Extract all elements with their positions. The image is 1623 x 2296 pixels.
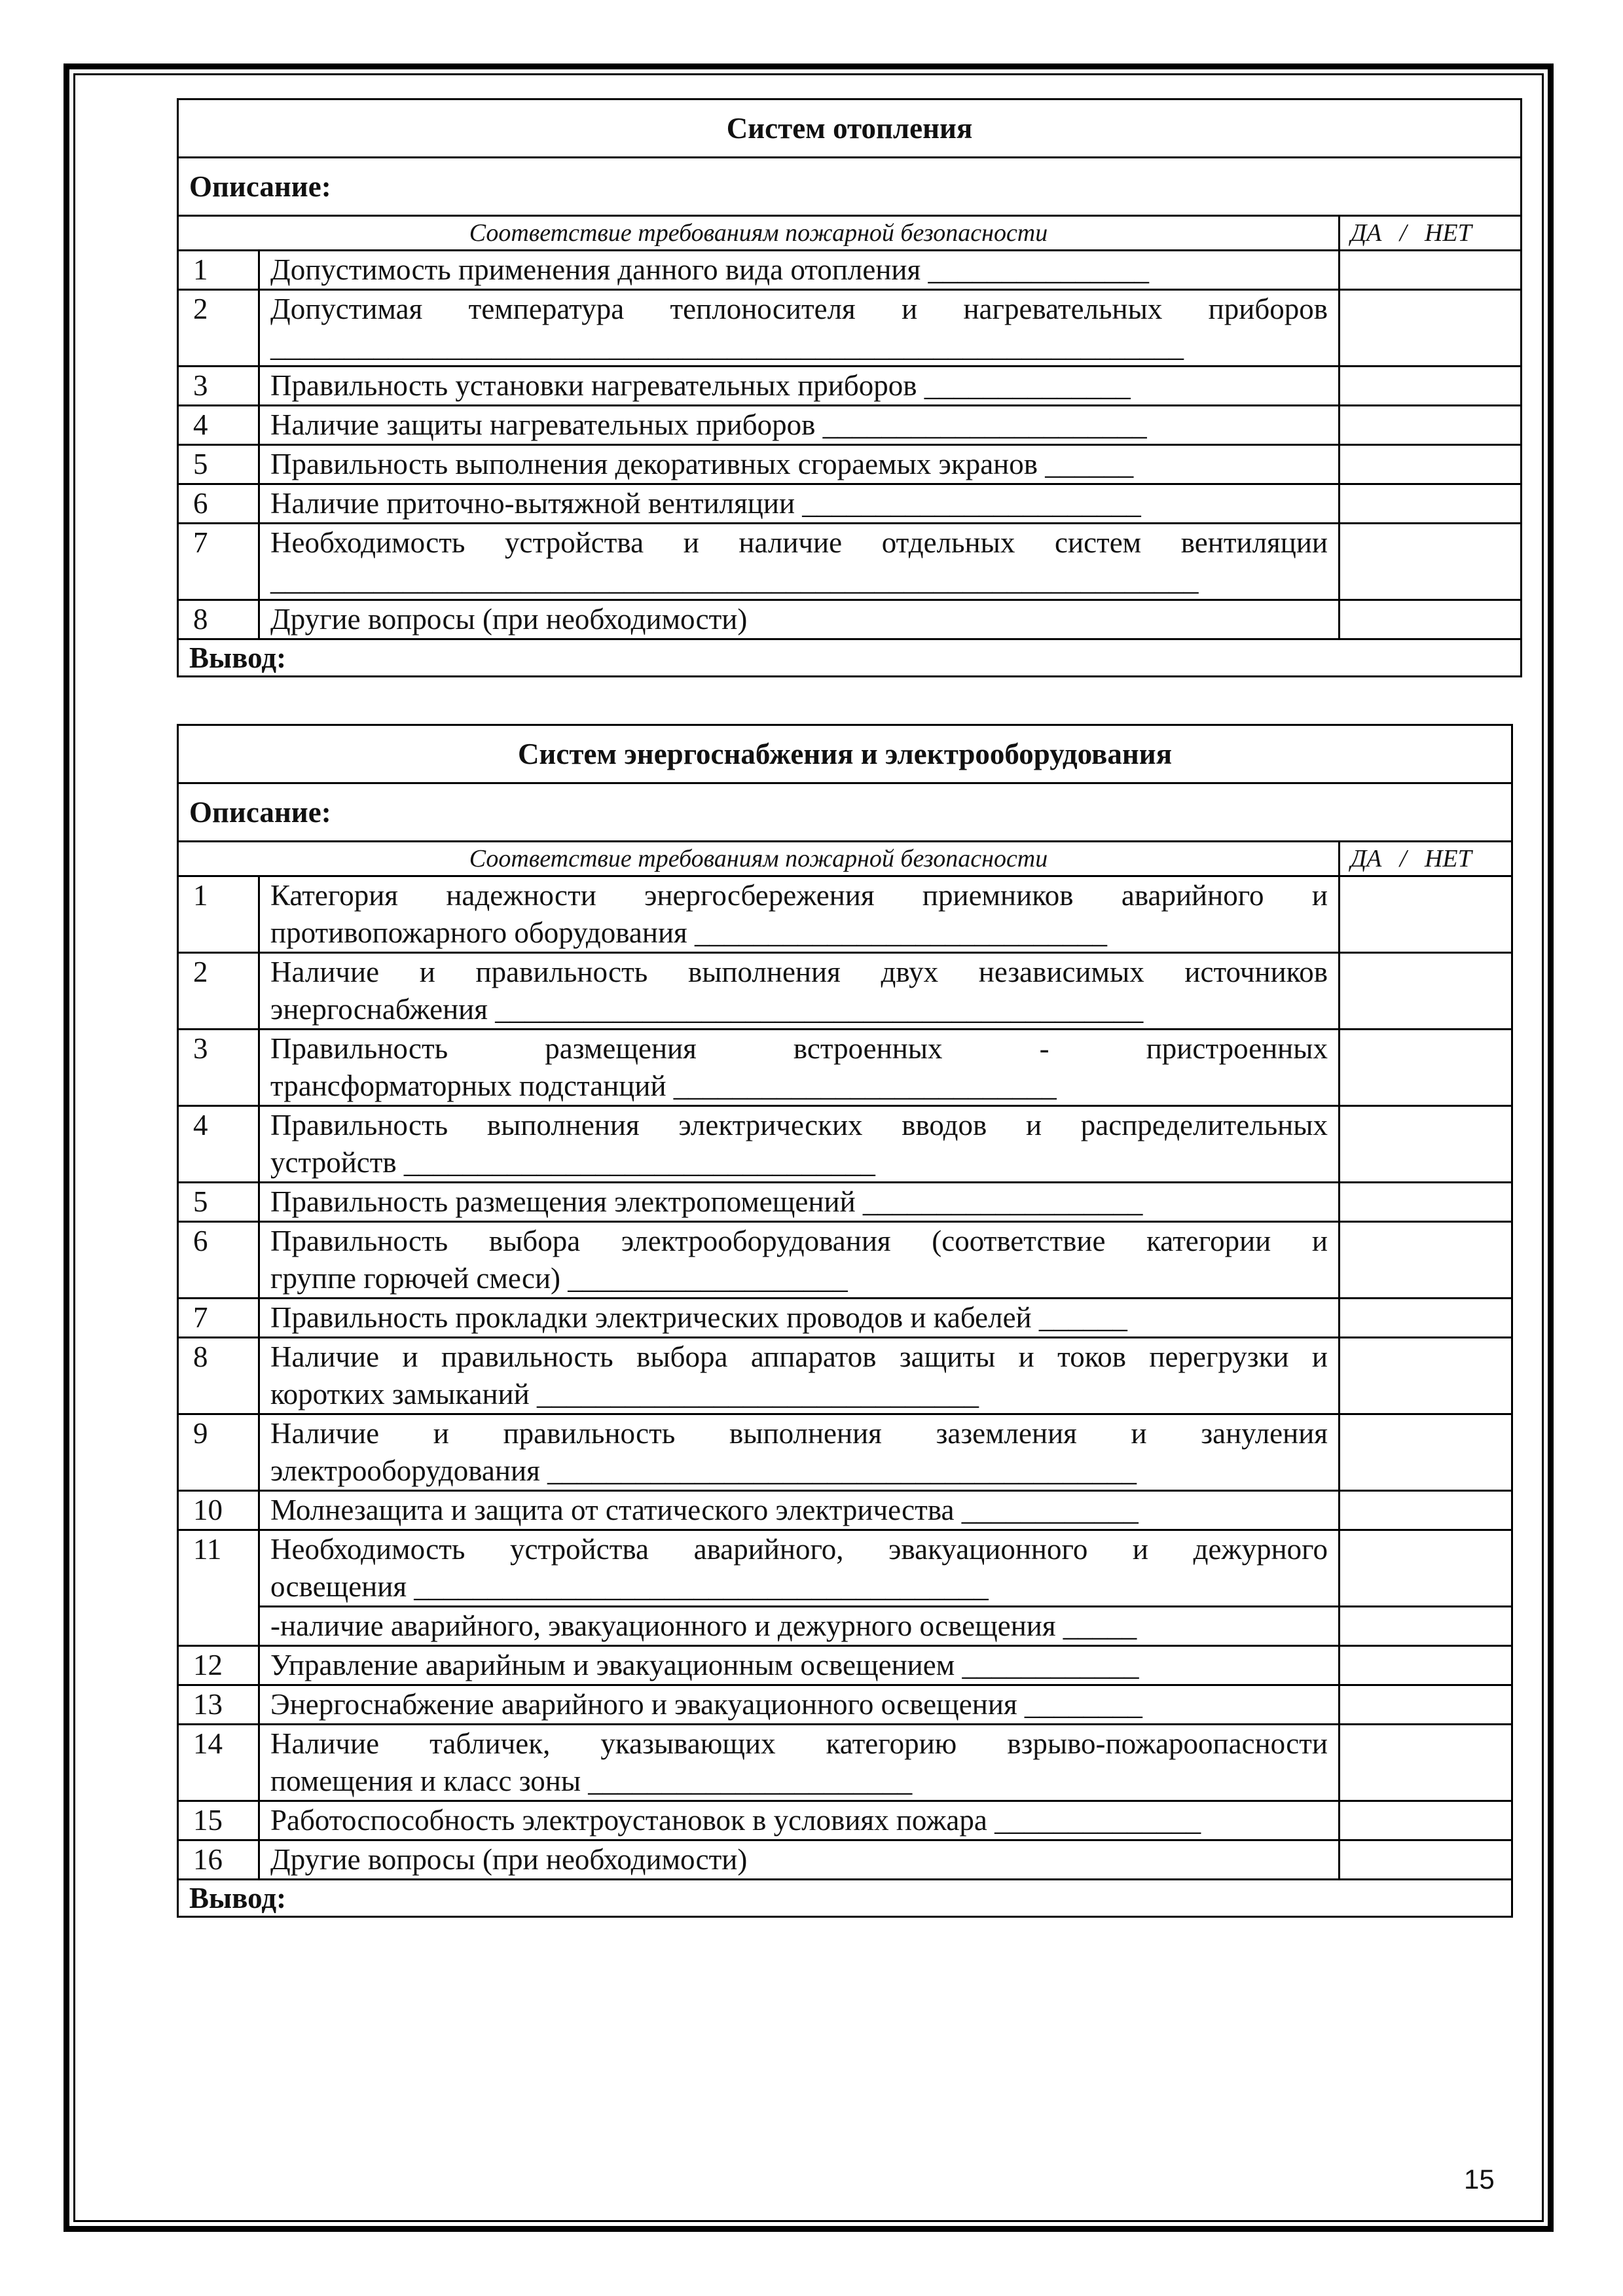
heating-item-row [178, 406, 1522, 445]
power-answer-header: ДА / НЕТ [1340, 842, 1512, 876]
item-text: Наличие и правильность выбора аппаратов защиты и токов перегрузки и [270, 1340, 1328, 1373]
item-number: 3 [178, 367, 259, 406]
power-item-row [178, 1646, 1512, 1685]
power-item-row [178, 1299, 1512, 1338]
heating-description-label: Описание: [178, 158, 1522, 216]
power-table [177, 724, 1513, 1918]
power-description-label: Описание: [178, 783, 1512, 842]
item-text: Правильность выбора электрооборудования (соответствие категории и [270, 1225, 1328, 1257]
power-item-row [178, 1801, 1512, 1840]
item-number: 6 [178, 484, 259, 524]
heating-item-row [178, 367, 1522, 406]
item-text-cell [259, 445, 1340, 484]
power-item-row [178, 953, 1512, 1030]
item-number: 1 [178, 876, 259, 953]
item-text-continuation: группе горючей смеси) ___________________ [270, 1262, 848, 1295]
item-text-cell [259, 1685, 1340, 1725]
item-text-cell [259, 1338, 1340, 1414]
item-number: 4 [178, 1106, 259, 1183]
power-conclusion-label: Вывод: [178, 1880, 1512, 1917]
item-number: 3 [178, 1030, 259, 1106]
item-number: 7 [178, 1299, 259, 1338]
item-text: Правильность выполнения декоративных сгораемых экранов ______ [270, 448, 1134, 480]
item-number: 5 [178, 1183, 259, 1222]
power-item-row [178, 1106, 1512, 1183]
item-text: Работоспособность электроустановок в условиях пожара ______________ [270, 1804, 1201, 1837]
answer-cell[interactable] [1340, 1646, 1512, 1685]
power-item-row [178, 1840, 1512, 1880]
item-text-continuation: коротких замыканий ______________________________ [270, 1378, 979, 1410]
item-text-cell [259, 876, 1340, 953]
item-number: 9 [178, 1414, 259, 1491]
answer-cell[interactable] [1340, 367, 1522, 406]
answer-cell[interactable] [1340, 1222, 1512, 1299]
power-title: Систем энергоснабжения и электрооборудования [178, 725, 1512, 783]
item-text: Допустимость применения данного вида отопления _______________ [270, 253, 1149, 286]
item-text: Категория надежности энергосбережения приемников аварийного и [270, 879, 1328, 912]
item-text-cell [259, 1106, 1340, 1183]
power-item-row [178, 876, 1512, 953]
item-number: 6 [178, 1222, 259, 1299]
item-text: Правильность установки нагревательных приборов ______________ [270, 369, 1131, 402]
item-text: Правильность размещения встроенных - пристроенных [270, 1032, 1328, 1065]
item-text-cell [259, 406, 1340, 445]
power-item-row [178, 1491, 1512, 1530]
power-item-row [178, 1030, 1512, 1106]
heating-item-row [178, 251, 1522, 290]
power-items [178, 876, 1512, 1880]
item-text: Наличие и правильность выполнения заземления и зануления [270, 1417, 1328, 1450]
power-item-row [178, 1530, 1512, 1607]
item-number: 1 [178, 251, 259, 290]
heating-item-row [178, 600, 1522, 639]
item-text: Другие вопросы (при необходимости) [270, 603, 748, 636]
item-text-cell [259, 953, 1340, 1030]
item-text-continuation: ______________________________________________________________ [270, 330, 1184, 363]
item-number: 2 [178, 953, 259, 1030]
item-text-cell [259, 524, 1340, 600]
power-item-row [178, 1183, 1512, 1222]
item-text: Правильность прокладки электрических проводов и кабелей ______ [270, 1301, 1127, 1334]
item-text-continuation: трансформаторных подстанций __________________________ [270, 1069, 1057, 1102]
item-text-cell [259, 290, 1340, 367]
heating-criteria-header: Соответствие требованиям пожарной безопасности [178, 216, 1340, 251]
item-text: Необходимость устройства аварийного, эвакуационного и дежурного [270, 1533, 1328, 1566]
power-criteria-header: Соответствие требованиям пожарной безопасности [178, 842, 1340, 876]
item-text-continuation: _______________________________________________________________ [270, 564, 1199, 596]
item-subtext: -наличие аварийного, эвакуационного и дежурного освещения _____ [259, 1607, 1340, 1646]
heating-conclusion-label: Вывод: [178, 639, 1522, 677]
item-text: Наличие табличек, указывающих категорию взрыво-пожароопасности [270, 1727, 1328, 1760]
item-text-cell [259, 1414, 1340, 1491]
power-item-row [178, 1725, 1512, 1801]
item-text-cell [259, 1183, 1340, 1222]
item-text-continuation: энергоснабжения ____________________________________________ [270, 993, 1144, 1026]
item-number: 16 [178, 1840, 259, 1880]
item-number: 2 [178, 290, 259, 367]
item-number: 12 [178, 1646, 259, 1685]
item-text-cell [259, 1840, 1340, 1880]
heating-answer-header: ДА / НЕТ [1340, 216, 1522, 251]
answer-cell[interactable] [1340, 1030, 1512, 1106]
item-text: Молнезащита и защита от статического электричества ____________ [270, 1494, 1139, 1526]
power-item-row [178, 1414, 1512, 1491]
answer-cell[interactable] [1340, 1725, 1512, 1801]
answer-cell[interactable] [1340, 1491, 1512, 1530]
item-text: Необходимость устройства и наличие отдельных систем вентиляции [270, 526, 1328, 559]
item-text-cell [259, 1030, 1340, 1106]
answer-cell[interactable] [1340, 1338, 1512, 1414]
answer-cell[interactable] [1340, 251, 1522, 290]
item-text-continuation: противопожарного оборудования ____________________________ [270, 916, 1107, 949]
answer-cell[interactable] [1340, 1106, 1512, 1183]
item-text-cell [259, 1491, 1340, 1530]
item-text-cell [259, 1646, 1340, 1685]
item-text-cell [259, 1725, 1340, 1801]
item-number: 8 [178, 1338, 259, 1414]
heating-item-row [178, 290, 1522, 367]
heating-table [177, 98, 1522, 677]
item-number: 7 [178, 524, 259, 600]
answer-cell[interactable] [1340, 1607, 1512, 1646]
answer-cell[interactable] [1340, 1183, 1512, 1222]
answer-cell[interactable] [1340, 953, 1512, 1030]
answer-cell[interactable] [1340, 876, 1512, 953]
item-text: Другие вопросы (при необходимости) [270, 1843, 748, 1876]
item-number: 13 [178, 1685, 259, 1725]
item-text: Допустимая температура теплоносителя и нагревательных приборов [270, 293, 1328, 325]
power-item-subrow [178, 1607, 1512, 1646]
item-number: 10 [178, 1491, 259, 1530]
heating-item-row [178, 524, 1522, 600]
answer-cell[interactable] [1340, 524, 1522, 600]
item-text-continuation: освещения _______________________________________ [270, 1570, 989, 1603]
answer-cell[interactable] [1340, 484, 1522, 524]
item-text: Энергоснабжение аварийного и эвакуационного освещения ________ [270, 1688, 1142, 1721]
item-text: Правильность размещения электропомещений ___________________ [270, 1185, 1143, 1218]
item-number: 11 [178, 1530, 259, 1646]
item-text-cell [259, 484, 1340, 524]
item-text-cell [259, 251, 1340, 290]
item-text-cell [259, 1299, 1340, 1338]
item-text-continuation: электрооборудования ________________________________________ [270, 1454, 1137, 1487]
heating-title: Систем отопления [178, 99, 1522, 158]
answer-cell[interactable] [1340, 600, 1522, 639]
answer-cell[interactable] [1340, 1840, 1512, 1880]
item-text-cell [259, 367, 1340, 406]
item-text-continuation: помещения и класс зоны ______________________ [270, 1765, 913, 1797]
page-number: 15 [1464, 2164, 1495, 2195]
item-number: 15 [178, 1801, 259, 1840]
power-item-row [178, 1338, 1512, 1414]
item-text-cell [259, 1530, 1340, 1607]
answer-cell[interactable] [1340, 1801, 1512, 1840]
item-text: Правильность выполнения электрических вводов и распределительных [270, 1109, 1328, 1141]
answer-cell[interactable] [1340, 406, 1522, 445]
item-text: Наличие и правильность выполнения двух независимых источников [270, 956, 1328, 988]
answer-cell[interactable] [1340, 1685, 1512, 1725]
answer-cell[interactable] [1340, 445, 1522, 484]
item-text-cell [259, 1801, 1340, 1840]
answer-cell[interactable] [1340, 290, 1522, 367]
item-text: Наличие приточно-вытяжной вентиляции _______________________ [270, 487, 1141, 520]
item-number: 8 [178, 600, 259, 639]
heating-items [178, 251, 1522, 639]
item-text-cell [259, 600, 1340, 639]
item-number: 4 [178, 406, 259, 445]
item-number: 5 [178, 445, 259, 484]
answer-cell[interactable] [1340, 1299, 1512, 1338]
power-item-row [178, 1685, 1512, 1725]
heating-item-row [178, 445, 1522, 484]
power-item-row [178, 1222, 1512, 1299]
answer-cell[interactable] [1340, 1530, 1512, 1607]
item-text-continuation: устройств ________________________________ [270, 1146, 875, 1179]
item-number: 14 [178, 1725, 259, 1801]
heating-item-row [178, 484, 1522, 524]
item-text: Управление аварийным и эвакуационным освещением ____________ [270, 1649, 1139, 1681]
item-text-cell [259, 1222, 1340, 1299]
item-text: Наличие защиты нагревательных приборов ______________________ [270, 408, 1147, 441]
answer-cell[interactable] [1340, 1414, 1512, 1491]
